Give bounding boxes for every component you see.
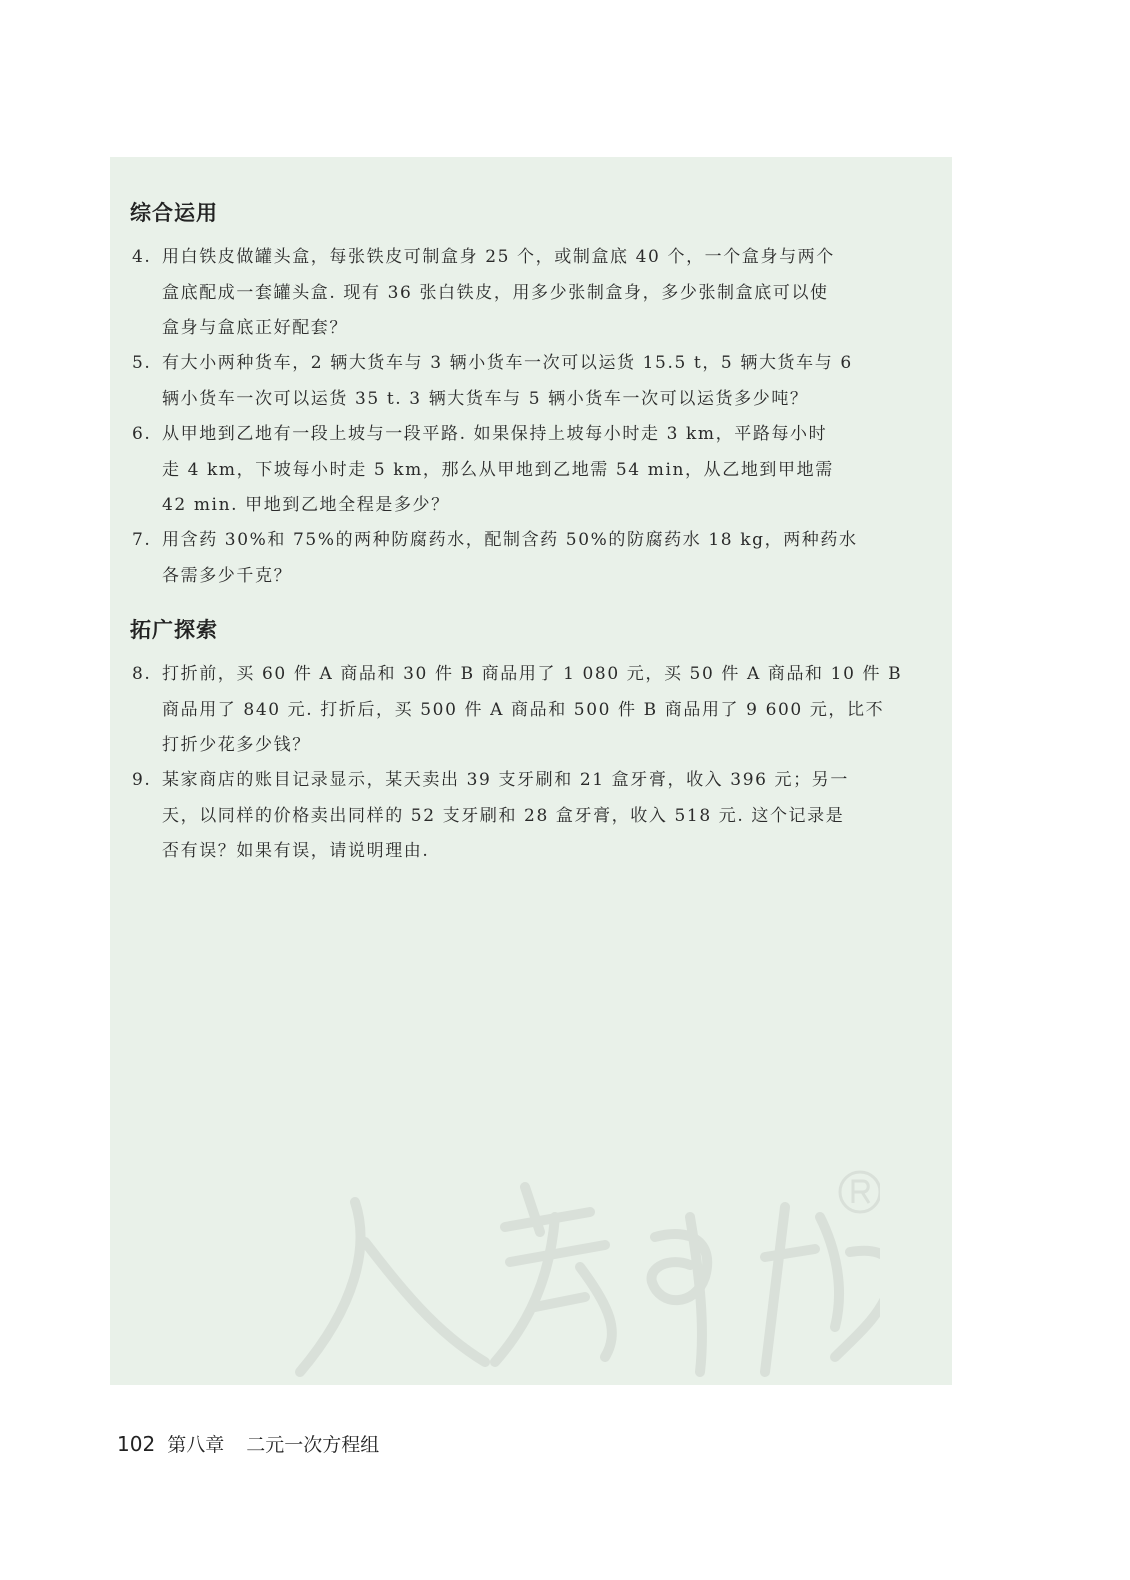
section-title-comprehensive: 综合运用 [130,201,218,225]
problem-text-line: 盒身与盒底正好配套？ [162,318,348,338]
problem-text-line: 天，以同样的价格卖出同样的 52 支牙刷和 28 盒牙膏，收入 518 元. 这个记录是 [162,805,845,826]
problem-text-line: 走 4 km，下坡每小时走 5 km，那么从甲地到乙地需 54 min，从乙地到甲地需 [162,459,834,480]
problem-number: 7. [132,530,152,550]
problem-text-line: 商品用了 840 元. 打折后，买 500 件 A 商品和 500 件 B 商品用了 9 600 元，比不 [162,699,885,720]
problem-text-line: 用白铁皮做罐头盒，每张铁皮可制盒身 25 个，或制盒底 40 个，一个盒身与两个 [162,247,835,267]
problem-text-line: 42 min. 甲地到乙地全程是多少？ [162,495,450,515]
problem-text-line: 否有误？如果有误，请说明理由. [162,841,430,861]
chapter-title: 二元一次方程组 [246,1434,380,1456]
problem-text-line: 用含药 30%和 75%的两种防腐药水，配制含药 50%的防腐药水 18 kg，两种药水 [162,530,858,550]
problem-7 [132,523,932,594]
problem-number: 4. [132,247,152,267]
problem-6 [132,417,932,524]
problem-text-line: 各需多少千克？ [162,565,293,586]
problem-text-line: 打折前，买 60 件 A 商品和 30 件 B 商品用了 1 080 元，买 50 件 A 商品和 10 件 B [162,664,903,684]
page-footer [117,1430,379,1457]
problem-text-line: 辆小货车一次可以运货 35 t. 3 辆大货车与 5 辆小货车一次可以运货多少吨？ [162,388,809,409]
chapter-label: 第八章 [167,1434,225,1456]
section-title-extension: 拓广探索 [130,618,218,642]
problem-text-line: 盒底配成一套罐头盒. 现有 36 张白铁皮，用多少张制盒身，多少张制盒底可以使 [162,282,829,303]
problem-text-line: 某家商店的账目记录显示，某天卖出 39 支牙刷和 21 盒牙膏，收入 396 元；另一 [162,770,849,790]
problem-9 [132,763,932,870]
problem-text-line: 从甲地到乙地有一段上坡与一段平路. 如果保持上坡每小时走 3 km，平路每小时 [162,424,828,444]
problem-number: 8. [132,664,152,684]
problem-5 [132,346,932,417]
problem-number: 6. [132,424,152,444]
page-number: 102 [117,1432,156,1456]
problem-text-line: 打折少花多少钱？ [162,735,311,755]
problem-text-line: 有大小两种货车，2 辆大货车与 3 辆小货车一次可以运货 15.5 t，5 辆大货车与 6 [162,353,853,373]
problem-number: 9. [132,770,152,790]
exercise-panel [110,157,952,1385]
problem-4 [132,240,932,347]
problem-8 [132,657,932,764]
publisher-calligraphy-watermark-icon [260,1157,880,1387]
problem-number: 5. [132,353,152,373]
